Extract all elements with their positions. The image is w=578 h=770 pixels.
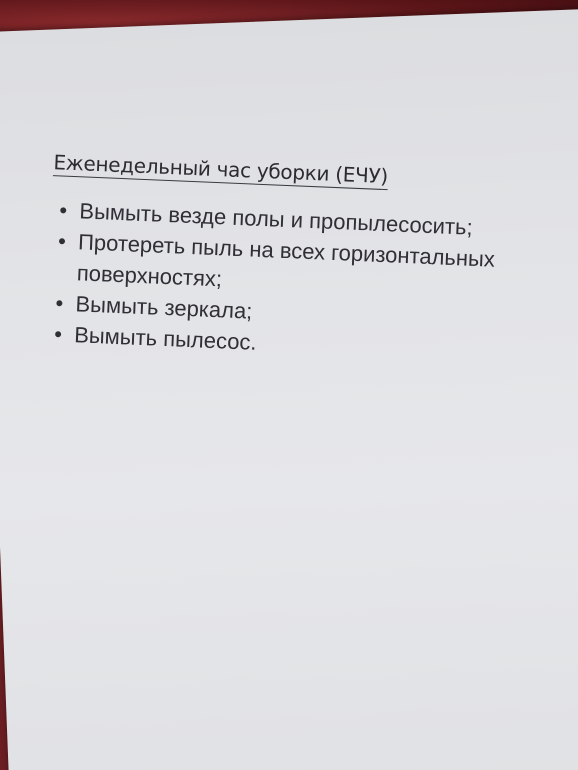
paper-sheet xyxy=(0,8,578,770)
bullet-icon: • xyxy=(58,197,68,223)
list-item-text: Вымыть пылесос. xyxy=(73,322,258,355)
bullet-icon: • xyxy=(55,290,64,316)
bullet-icon: • xyxy=(57,228,67,254)
task-list xyxy=(42,194,548,370)
document-content xyxy=(42,150,550,370)
list-item-text: Вымыть зеркала; xyxy=(75,291,253,324)
list-item-text: Протереть пыль на всех горизонтальных поверхностях; xyxy=(76,229,496,292)
list-item-text: Вымыть везде полы и пропылесосить; xyxy=(78,198,474,240)
document-title: Еженедельный час уборки (ЕЧУ) xyxy=(52,150,389,189)
bullet-icon: • xyxy=(53,321,63,347)
